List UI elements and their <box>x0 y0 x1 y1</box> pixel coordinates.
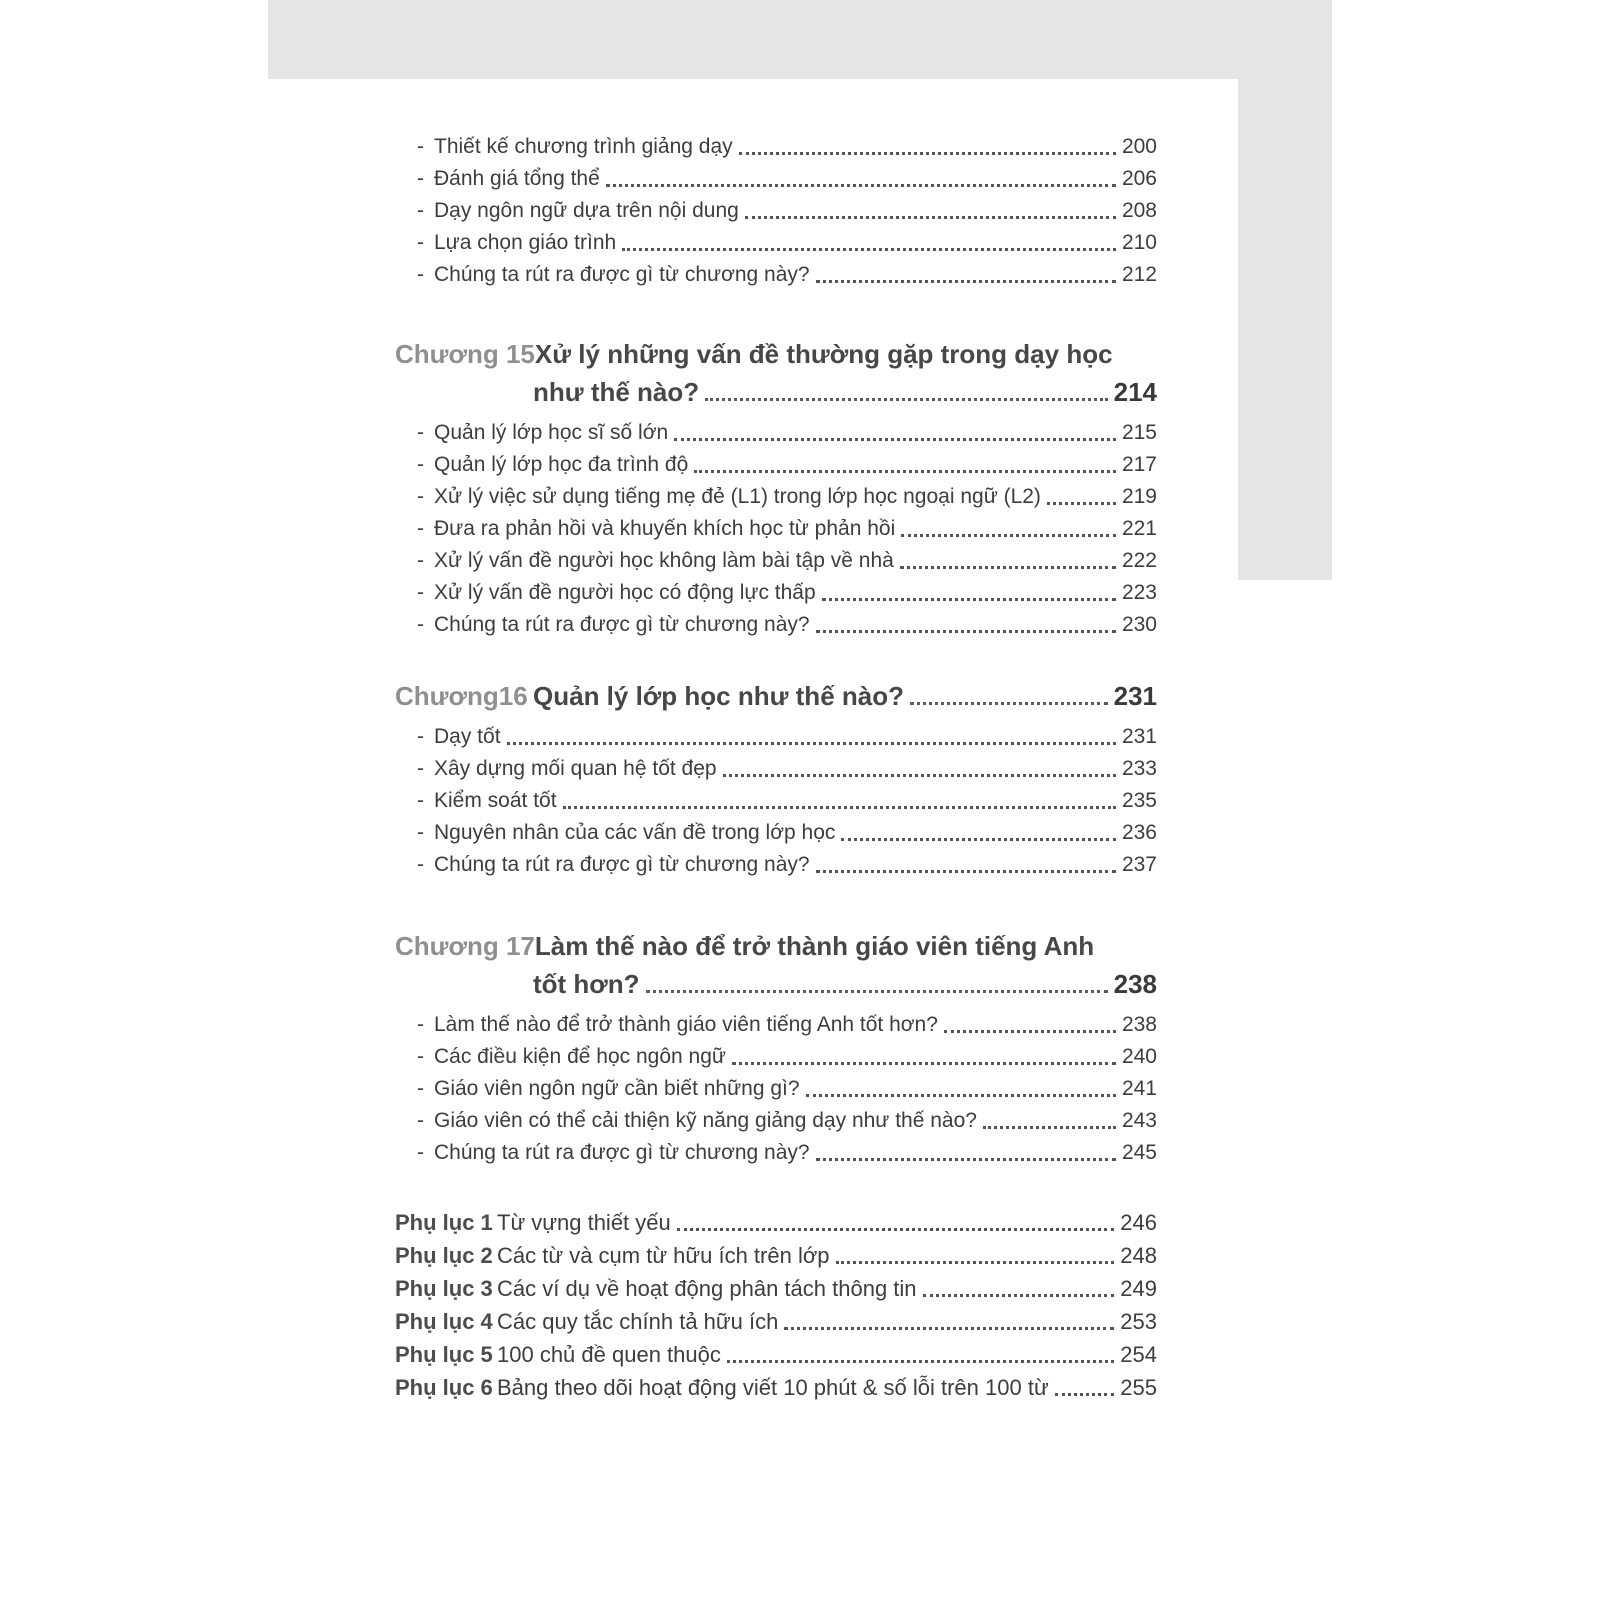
chapter-label: Chương16 <box>395 681 528 711</box>
toc-item-row <box>395 817 1157 849</box>
dot-leader <box>563 785 1116 809</box>
page-number: 248 <box>1120 1243 1157 1268</box>
item-dash: - <box>417 1013 424 1036</box>
page-number: 221 <box>1121 517 1157 540</box>
item-label: Xây dựng mối quan hệ tốt đẹp <box>434 757 717 780</box>
page-number: 212 <box>1121 263 1157 286</box>
item-dash: - <box>417 199 424 222</box>
intro-item-list <box>395 131 1157 291</box>
appendix-label: Phụ lục 4 <box>395 1309 493 1334</box>
dot-leader <box>944 1009 1116 1033</box>
item-label: Xử lý việc sử dụng tiếng mẹ đẻ (L1) trong lớp học ngoại ngữ (L2) <box>434 485 1041 508</box>
dot-leader <box>674 417 1116 441</box>
appendix-title: Các quy tắc chính tả hữu ích <box>497 1309 779 1334</box>
page-number: 253 <box>1120 1309 1157 1334</box>
item-label: Quản lý lớp học đa trình độ <box>434 453 689 476</box>
chapter-label-spacer <box>395 373 533 411</box>
dot-leader <box>784 1305 1114 1330</box>
page-number: 219 <box>1121 485 1157 508</box>
item-label: Kiểm soát tốt <box>434 789 557 812</box>
page-number: 223 <box>1121 581 1157 604</box>
page-number: 241 <box>1121 1077 1157 1100</box>
page-number: 222 <box>1121 549 1157 572</box>
item-label: Chúng ta rút ra được gì từ chương này? <box>434 853 810 876</box>
appendix-label: Phụ lục 1 <box>395 1210 493 1235</box>
appendix-row <box>395 1371 1157 1404</box>
dot-leader <box>910 677 1108 705</box>
item-dash: - <box>417 581 424 604</box>
dot-leader <box>727 1338 1114 1363</box>
page-number: 217 <box>1121 453 1157 476</box>
dot-leader <box>816 609 1116 633</box>
dot-leader <box>694 449 1116 473</box>
dot-leader <box>983 1105 1116 1129</box>
page-number: 237 <box>1121 853 1157 876</box>
toc-item-row <box>395 1137 1157 1169</box>
toc-item-row <box>395 1105 1157 1137</box>
dot-leader <box>816 849 1116 873</box>
page-number: 249 <box>1120 1276 1157 1301</box>
chapter-section <box>395 677 1157 881</box>
item-dash: - <box>417 789 424 812</box>
toc-item-row <box>395 577 1157 609</box>
dot-leader <box>841 817 1116 841</box>
item-dash: - <box>417 853 424 876</box>
chapter-heading-line2 <box>395 373 1157 411</box>
chapter-label-spacer <box>395 965 533 1003</box>
chapter-title: Làm thế nào để trở thành giáo viên tiếng Anh <box>534 931 1095 961</box>
chapter-page-number: 238 <box>1113 969 1157 999</box>
appendix-label: Phụ lục 3 <box>395 1276 493 1301</box>
page-number: 246 <box>1120 1210 1157 1235</box>
toc-item-row <box>395 545 1157 577</box>
toc-item-row <box>395 1041 1157 1073</box>
chapter-heading-line1 <box>395 335 1157 373</box>
page-number: 245 <box>1121 1141 1157 1164</box>
dot-leader <box>745 195 1116 219</box>
appendix-title: Các từ và cụm từ hữu ích trên lớp <box>497 1243 830 1268</box>
chapter-title: Xử lý những vấn đề thường gặp trong dạy học <box>534 339 1113 369</box>
item-dash: - <box>417 549 424 572</box>
item-dash: - <box>417 1141 424 1164</box>
dot-leader <box>836 1239 1115 1264</box>
dot-leader <box>723 753 1116 777</box>
table-of-contents <box>395 131 1157 1404</box>
item-label: Giáo viên có thể cải thiện kỹ năng giảng dạy như thế nào? <box>434 1109 977 1132</box>
toc-item-row <box>395 227 1157 259</box>
appendix-list <box>395 1206 1157 1404</box>
chapter-item-list <box>395 721 1157 881</box>
item-label: Lựa chọn giáo trình <box>434 231 617 254</box>
item-label: Chúng ta rút ra được gì từ chương này? <box>434 613 810 636</box>
item-label: Quản lý lớp học sĩ số lớn <box>434 421 669 444</box>
page-number: 238 <box>1121 1013 1157 1036</box>
page-number: 240 <box>1121 1045 1157 1068</box>
chapter-label: Chương 17 <box>395 931 535 961</box>
chapter-title-continued: như thế nào? <box>533 377 700 407</box>
item-dash: - <box>417 613 424 636</box>
dot-leader <box>1055 1371 1115 1396</box>
appendix-row <box>395 1272 1157 1305</box>
dot-leader <box>705 373 1107 401</box>
item-dash: - <box>417 517 424 540</box>
item-label: Đưa ra phản hồi và khuyến khích học từ phản hồi <box>434 517 896 540</box>
chapter-item-list <box>395 417 1157 641</box>
item-dash: - <box>417 1109 424 1132</box>
item-label: Các điều kiện để học ngôn ngữ <box>434 1045 726 1068</box>
toc-item-row <box>395 163 1157 195</box>
chapter-heading-line1 <box>395 677 1157 715</box>
item-label: Đánh giá tổng thể <box>434 167 600 190</box>
appendix-label: Phụ lục 5 <box>395 1342 493 1367</box>
page-number: 230 <box>1121 613 1157 636</box>
page-number: 233 <box>1121 757 1157 780</box>
item-dash: - <box>417 1045 424 1068</box>
dot-leader <box>622 227 1116 251</box>
appendix-row <box>395 1206 1157 1239</box>
appendix-title: Các ví dụ về hoạt động phân tách thông tin <box>497 1276 917 1301</box>
page-number: 255 <box>1120 1375 1157 1400</box>
appendix-row <box>395 1239 1157 1272</box>
chapter-label: Chương 15 <box>395 339 535 369</box>
chapter-page-number: 214 <box>1113 377 1157 407</box>
toc-item-row <box>395 721 1157 753</box>
chapter-sections <box>395 335 1157 1169</box>
appendix-row <box>395 1305 1157 1338</box>
page-number: 215 <box>1121 421 1157 444</box>
appendix-title: Bảng theo dõi hoạt động viết 10 phút & số lỗi trên 100 từ <box>497 1375 1049 1400</box>
scan-background-right <box>1238 0 1332 580</box>
dot-leader <box>739 131 1116 155</box>
item-dash: - <box>417 263 424 286</box>
dot-leader <box>923 1272 1115 1297</box>
chapter-title-continued: tốt hơn? <box>533 969 640 999</box>
dot-leader <box>732 1041 1116 1065</box>
appendix-label: Phụ lục 2 <box>395 1243 493 1268</box>
toc-item-row <box>395 417 1157 449</box>
dot-leader <box>901 513 1116 537</box>
dot-leader <box>822 577 1116 601</box>
item-dash: - <box>417 1077 424 1100</box>
item-dash: - <box>417 757 424 780</box>
page-number: 235 <box>1121 789 1157 812</box>
item-label: Xử lý vấn đề người học có động lực thấp <box>434 581 816 604</box>
item-dash: - <box>417 725 424 748</box>
dot-leader <box>507 721 1116 745</box>
dot-leader <box>677 1206 1115 1231</box>
item-dash: - <box>417 453 424 476</box>
toc-item-row <box>395 1073 1157 1105</box>
item-dash: - <box>417 167 424 190</box>
chapter-page-number: 231 <box>1113 681 1157 711</box>
item-label: Dạy ngôn ngữ dựa trên nội dung <box>434 199 739 222</box>
chapter-section <box>395 927 1157 1169</box>
chapter-heading-line1 <box>395 927 1157 965</box>
appendix-title: Từ vựng thiết yếu <box>497 1210 671 1235</box>
page-number: 254 <box>1120 1342 1157 1367</box>
appendix-title: 100 chủ đề quen thuộc <box>497 1342 721 1367</box>
dot-leader <box>606 163 1116 187</box>
chapter-heading-line2 <box>395 965 1157 1003</box>
toc-item-row <box>395 259 1157 291</box>
item-dash: - <box>417 231 424 254</box>
scan-background-top <box>268 0 1332 79</box>
toc-item-row <box>395 609 1157 641</box>
toc-item-row <box>395 785 1157 817</box>
toc-item-row <box>395 849 1157 881</box>
item-label: Xử lý vấn đề người học không làm bài tập về nhà <box>434 549 894 572</box>
page-number: 243 <box>1121 1109 1157 1132</box>
toc-item-row <box>395 753 1157 785</box>
item-label: Chúng ta rút ra được gì từ chương này? <box>434 1141 810 1164</box>
appendix-row <box>395 1338 1157 1371</box>
page-number: 208 <box>1121 199 1157 222</box>
appendix-label: Phụ lục 6 <box>395 1375 493 1400</box>
dot-leader <box>816 259 1116 283</box>
dot-leader <box>1047 481 1116 505</box>
item-dash: - <box>417 421 424 444</box>
page-number: 210 <box>1121 231 1157 254</box>
item-label: Chúng ta rút ra được gì từ chương này? <box>434 263 810 286</box>
item-label: Giáo viên ngôn ngữ cần biết những gì? <box>434 1077 800 1100</box>
dot-leader <box>806 1073 1116 1097</box>
page-number: 200 <box>1121 135 1157 158</box>
item-label: Dạy tốt <box>434 725 501 748</box>
dot-leader <box>900 545 1116 569</box>
toc-item-row <box>395 195 1157 227</box>
item-label: Nguyên nhân của các vấn đề trong lớp học <box>434 821 836 844</box>
chapter-section <box>395 335 1157 641</box>
page-number: 206 <box>1121 167 1157 190</box>
toc-item-row <box>395 1009 1157 1041</box>
page-number: 236 <box>1121 821 1157 844</box>
item-dash: - <box>417 485 424 508</box>
chapter-title: Quản lý lớp học như thế nào? <box>533 681 904 711</box>
toc-item-row <box>395 449 1157 481</box>
toc-item-row <box>395 481 1157 513</box>
dot-leader <box>816 1137 1116 1161</box>
toc-item-row <box>395 513 1157 545</box>
toc-item-row <box>395 131 1157 163</box>
item-label: Làm thế nào để trở thành giáo viên tiếng Anh tốt hơn? <box>434 1013 938 1036</box>
chapter-item-list <box>395 1009 1157 1169</box>
page-number: 231 <box>1121 725 1157 748</box>
item-dash: - <box>417 821 424 844</box>
item-dash: - <box>417 135 424 158</box>
dot-leader <box>646 965 1108 993</box>
item-label: Thiết kế chương trình giảng dạy <box>434 135 733 158</box>
